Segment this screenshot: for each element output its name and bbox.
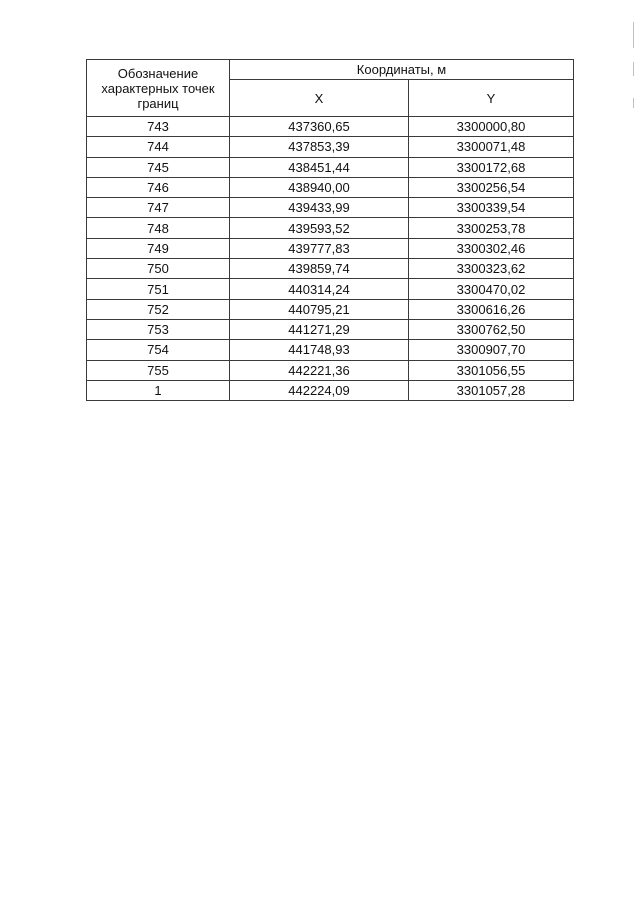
x-cell: 439593,52 <box>230 218 409 238</box>
y-cell: 3300000,80 <box>409 117 574 137</box>
y-cell: 3301057,28 <box>409 380 574 400</box>
x-cell: 439777,83 <box>230 238 409 258</box>
point-cell: 753 <box>87 319 230 339</box>
x-cell: 441748,93 <box>230 340 409 360</box>
x-cell: 439433,99 <box>230 198 409 218</box>
table-row <box>87 117 574 137</box>
y-cell: 3300172,68 <box>409 157 574 177</box>
point-cell: 749 <box>87 238 230 258</box>
point-cell: 747 <box>87 198 230 218</box>
coordinates-table <box>86 59 574 401</box>
scan-mark <box>633 22 634 48</box>
point-cell: 746 <box>87 177 230 197</box>
x-cell: 437853,39 <box>230 137 409 157</box>
y-column-header: Y <box>409 80 574 117</box>
table-row <box>87 137 574 157</box>
table-row <box>87 259 574 279</box>
x-cell: 441271,29 <box>230 319 409 339</box>
point-cell: 748 <box>87 218 230 238</box>
y-cell: 3300907,70 <box>409 340 574 360</box>
point-cell: 743 <box>87 117 230 137</box>
point-cell: 750 <box>87 259 230 279</box>
point-cell: 744 <box>87 137 230 157</box>
point-cell: 751 <box>87 279 230 299</box>
y-cell: 3300256,54 <box>409 177 574 197</box>
y-cell: 3300470,02 <box>409 279 574 299</box>
table-row <box>87 360 574 380</box>
table-row <box>87 198 574 218</box>
scan-mark <box>633 98 634 108</box>
table-row <box>87 299 574 319</box>
table-row <box>87 218 574 238</box>
y-cell: 3300071,48 <box>409 137 574 157</box>
point-cell: 754 <box>87 340 230 360</box>
table-row <box>87 157 574 177</box>
y-cell: 3300339,54 <box>409 198 574 218</box>
table-row <box>87 238 574 258</box>
x-cell: 440795,21 <box>230 299 409 319</box>
point-cell: 752 <box>87 299 230 319</box>
table-row <box>87 279 574 299</box>
y-cell: 3301056,55 <box>409 360 574 380</box>
x-column-header: X <box>230 80 409 117</box>
x-cell: 438940,00 <box>230 177 409 197</box>
x-cell: 438451,44 <box>230 157 409 177</box>
coordinates-header: Координаты, м <box>230 60 574 80</box>
point-designation-header: Обозначение характерных точек границ <box>87 60 230 117</box>
point-cell: 1 <box>87 380 230 400</box>
y-cell: 3300302,46 <box>409 238 574 258</box>
point-cell: 745 <box>87 157 230 177</box>
table-row <box>87 177 574 197</box>
x-cell: 437360,65 <box>230 117 409 137</box>
x-cell: 442221,36 <box>230 360 409 380</box>
x-cell: 439859,74 <box>230 259 409 279</box>
y-cell: 3300323,62 <box>409 259 574 279</box>
table-row <box>87 380 574 400</box>
table-row <box>87 319 574 339</box>
x-cell: 440314,24 <box>230 279 409 299</box>
y-cell: 3300253,78 <box>409 218 574 238</box>
y-cell: 3300762,50 <box>409 319 574 339</box>
table-row <box>87 340 574 360</box>
point-cell: 755 <box>87 360 230 380</box>
scan-mark <box>633 62 634 76</box>
y-cell: 3300616,26 <box>409 299 574 319</box>
x-cell: 442224,09 <box>230 380 409 400</box>
